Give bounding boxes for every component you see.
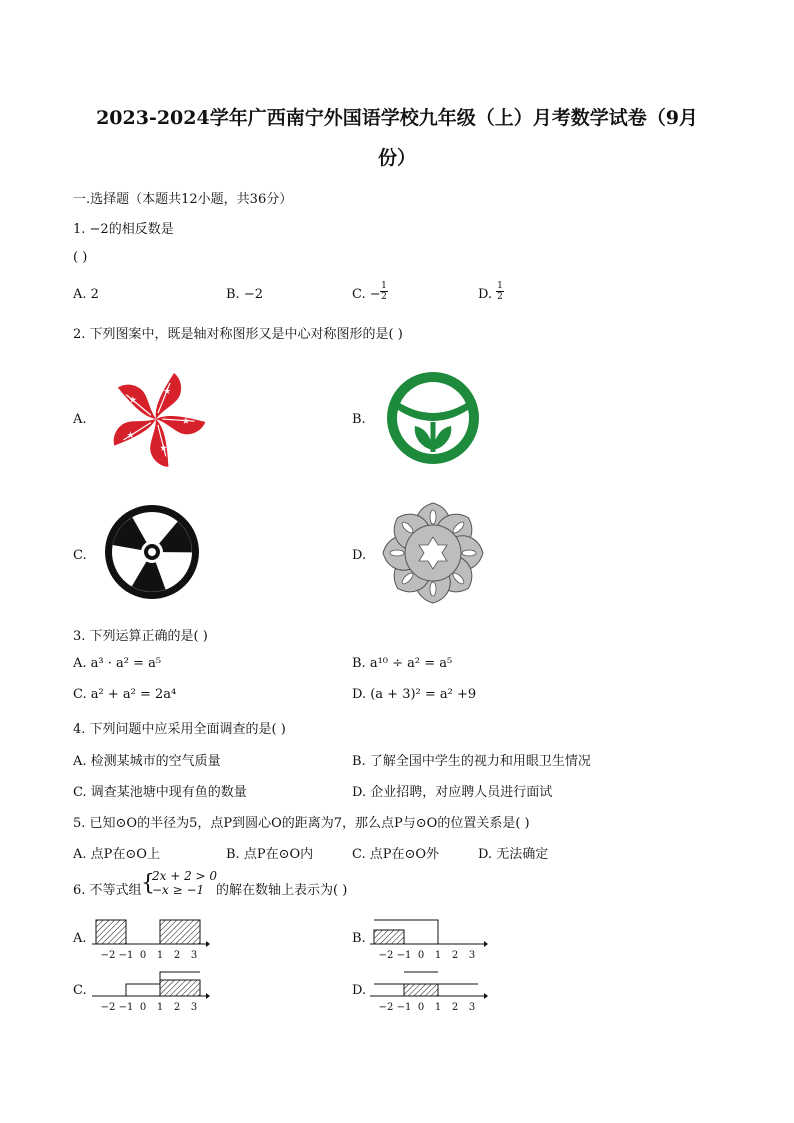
section-header: 一.选择题（本题共12小题，共36分）: [73, 192, 293, 207]
q2-option-a: A.: [73, 412, 87, 427]
tick-label: 3: [190, 950, 198, 960]
ornament-figure: [380, 500, 486, 606]
q3-option-c: C. a² + a² = 2a⁴: [73, 687, 177, 702]
tick-label: 3: [190, 1002, 198, 1012]
q1-option-a: A. 2: [73, 287, 99, 302]
svg-text:★: ★: [162, 387, 172, 397]
q5-option-a: A. 点P在⊙O上: [73, 847, 160, 862]
number-line-b: [370, 914, 488, 960]
q1-d-fraction: 1 2: [497, 281, 503, 302]
tick-label: −2: [378, 950, 394, 960]
q1-option-b: B. −2: [226, 287, 263, 302]
tick-label: 3: [468, 1002, 476, 1012]
q1-option-d: D.: [478, 287, 493, 302]
q4-option-c: C. 调查某池塘中现有鱼的数量: [73, 785, 247, 800]
page-title-line2: 份）: [377, 147, 416, 169]
q4-option-b: B. 了解全国中学生的视力和用眼卫生情况: [352, 754, 591, 769]
q6-option-c: C.: [73, 983, 87, 998]
q5-stem: 5. 已知⊙O的半径为5，点P到圆心O的距离为7，那么点P与⊙O的位置关系是( ): [73, 816, 530, 831]
q6-inequality-1: 2x + 2 > 0: [152, 869, 218, 883]
tick-label: −1: [396, 950, 412, 960]
q3-stem: 3. 下列运算正确的是( ): [73, 629, 208, 644]
tick-label: −1: [118, 950, 134, 960]
green-food-logo-figure: [385, 370, 481, 466]
brace-icon: {: [141, 871, 155, 896]
tick-label: 0: [139, 950, 147, 960]
number-line-c: [92, 966, 210, 1012]
q5-option-c: C. 点P在⊙O外: [352, 847, 440, 862]
number-line-a: [92, 914, 210, 960]
bauhinia-flower-figure: [100, 363, 212, 475]
q6-option-a: A.: [73, 931, 87, 946]
tick-label: 1: [156, 1002, 164, 1012]
q4-option-a: A. 检测某城市的空气质量: [73, 754, 221, 769]
q1-paren: ( ): [73, 250, 88, 265]
tick-label: 2: [173, 1002, 181, 1012]
tick-label: 0: [139, 1002, 147, 1012]
q1-c-fraction: 1 2: [381, 281, 387, 302]
q3-option-b: B. a¹⁰ ÷ a² = a⁵: [352, 656, 453, 671]
q4-option-d: D. 企业招聘，对应聘人员进行面试: [352, 785, 553, 800]
q6-stem-post: 的解在数轴上表示为( ): [216, 883, 348, 898]
tick-label: 1: [434, 950, 442, 960]
q1-stem: 1. −2的相反数是: [73, 222, 174, 237]
tick-label: −2: [100, 950, 116, 960]
q2-option-d: D.: [352, 548, 367, 563]
q2-option-c: C.: [73, 548, 87, 563]
tick-label: 1: [156, 950, 164, 960]
page-title-line1: 2023-2024学年广西南宁外国语学校九年级（上）月考数学试卷（9月: [96, 107, 698, 129]
tick-label: 3: [468, 950, 476, 960]
q6-option-b: B.: [352, 931, 366, 946]
q3-option-a: A. a³ · a² = a⁵: [73, 656, 162, 671]
tick-label: 0: [417, 950, 425, 960]
q5-option-d: D. 无法确定: [478, 847, 549, 862]
tick-label: −2: [100, 1002, 116, 1012]
tick-label: −2: [378, 1002, 394, 1012]
q4-stem: 4. 下列问题中应采用全面调查的是( ): [73, 722, 286, 737]
tick-label: −1: [396, 1002, 412, 1012]
number-line-d: [370, 966, 488, 1012]
q5-option-b: B. 点P在⊙O内: [226, 847, 314, 862]
tick-label: 0: [417, 1002, 425, 1012]
q2-option-b: B.: [352, 412, 366, 427]
q3-option-d: D. (a + 3)² = a² +9: [352, 687, 477, 702]
q2-stem: 2. 下列图案中，既是轴对称图形又是中心对称图形的是( ): [73, 327, 403, 342]
tick-label: 2: [173, 950, 181, 960]
tick-label: −1: [118, 1002, 134, 1012]
q6-inequality-2: −x ≥ −1: [152, 883, 205, 897]
tick-label: 1: [434, 1002, 442, 1012]
q6-stem-pre: 6. 不等式组: [73, 883, 142, 898]
tick-label: 2: [451, 1002, 459, 1012]
q6-option-d: D.: [352, 983, 367, 998]
radiation-symbol-figure: [104, 504, 200, 600]
tick-label: 2: [451, 950, 459, 960]
q1-option-c: C. −: [352, 287, 381, 302]
